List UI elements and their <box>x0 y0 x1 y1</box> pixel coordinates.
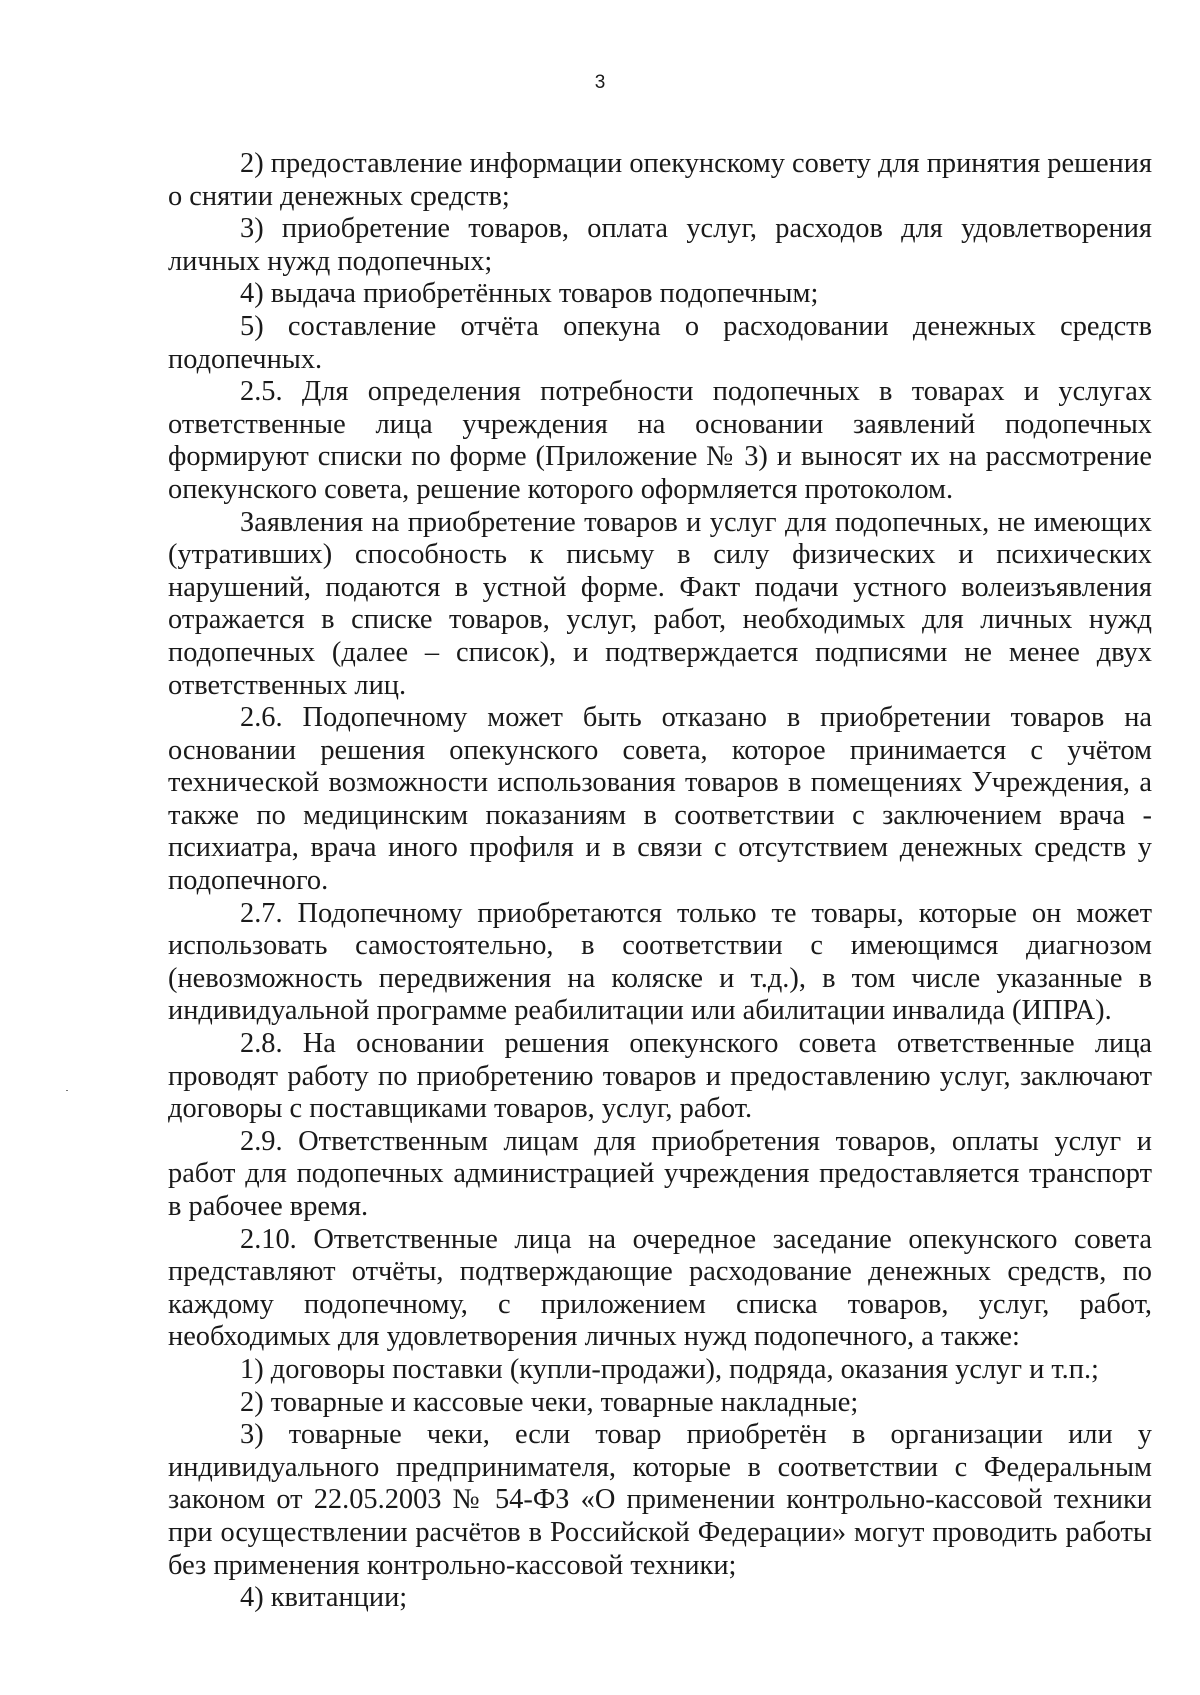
report-item-4: 4) квитанции; <box>240 1582 408 1614</box>
report-item-2: 2) товарные и кассовые чеки, товарные накладные; <box>240 1386 859 1418</box>
clause-2-8: 2.8. На основании решения опекунского совета ответственные лица проводят работу по приобретению товаров и предоставлению услуг, заключают договоры с поставщиками товаров, услуг, работ. <box>168 1028 1152 1125</box>
list-item-3: 3) приобретение товаров, оплата услуг, расходов для удовлетворения личных нужд подопечных; <box>168 213 1152 277</box>
list-item-4: 4) выдача приобретённых товаров подопечным; <box>240 278 819 310</box>
clause-2-10: 2.10. Ответственные лица на очередное заседание опекунского совета представляют отчёты, подтверждающие расходование денежных средств, по каждому подопечному, с приложением списка товаров, услуг, работ, необходимых для удовлетворения личных нужд подопечного, а также: <box>168 1223 1152 1353</box>
clause-2-9: 2.9. Ответственным лицам для приобретения товаров, оплаты услуг и работ для подопечных администрацией учреждения предоставляется транспорт в рабочее время. <box>168 1125 1152 1222</box>
list-item-2: 2) предоставление информации опекунскому совету для принятия решения о снятии денежных средств; <box>168 148 1153 212</box>
document-body <box>168 148 1152 1615</box>
list-item-5: 5) составление отчёта опекуна о расходовании денежных средств подопечных. <box>168 310 1152 375</box>
clause-2-6: 2.6. Подопечному может быть отказано в приобретении товаров на основании решения опекунского совета, которое принимается с учётом технической возможности использования товаров в помещениях Учреждения, а также по медицинским показаниям в соответствии с заключением врача - психиатра, врача иного профиля и в связи с отсутствием денежных средств у подопечного. <box>168 702 1152 897</box>
clause-2-5: 2.5. Для определения потребности подопечных в товарах и услугах ответственные лица учреждения на основании заявлений подопечных формируют списки по форме (Приложение № 3) и выносят их на рассмотрение опекунского совета, решение которого оформляется протоколом. <box>168 376 1152 505</box>
page-number: 3 <box>594 72 606 93</box>
report-item-1: 1) договоры поставки (купли-продажи), подряда, оказания услуг и т.п.; <box>240 1353 1099 1385</box>
scan-speck <box>66 1090 68 1091</box>
clause-2-7: 2.7. Подопечному приобретаются только те товары, которые он может использовать самостоятельно, в соответствии с имеющимся диагнозом (невозможность передвижения на коляске и т.д.), в том числе указанные в индивидуальной программе реабилитации или абилитации инвалида (ИПРА). <box>168 897 1152 1027</box>
clause-2-5-oral-applications: Заявления на приобретение товаров и услуг для подопечных, не имеющих (утративших) способность к письму в силу физических и психических нарушений, подаются в устной форме. Факт подачи устного волеизъявления отражается в списке товаров, услуг, работ, необходимых для личных нужд подопечных (далее – список), и подтверждается подписями не менее двух ответственных лиц. <box>168 506 1152 701</box>
report-item-3: 3) товарные чеки, если товар приобретён в организации или у индивидуального предпринимателя, которые в соответствии с Федеральным законом от 22.05.2003 № 54-ФЗ «О применении контрольно-кассовой техники при осуществлении расчётов в Российской Федерации» могут проводить работы без применения контрольно-кассовой техники; <box>168 1419 1152 1581</box>
